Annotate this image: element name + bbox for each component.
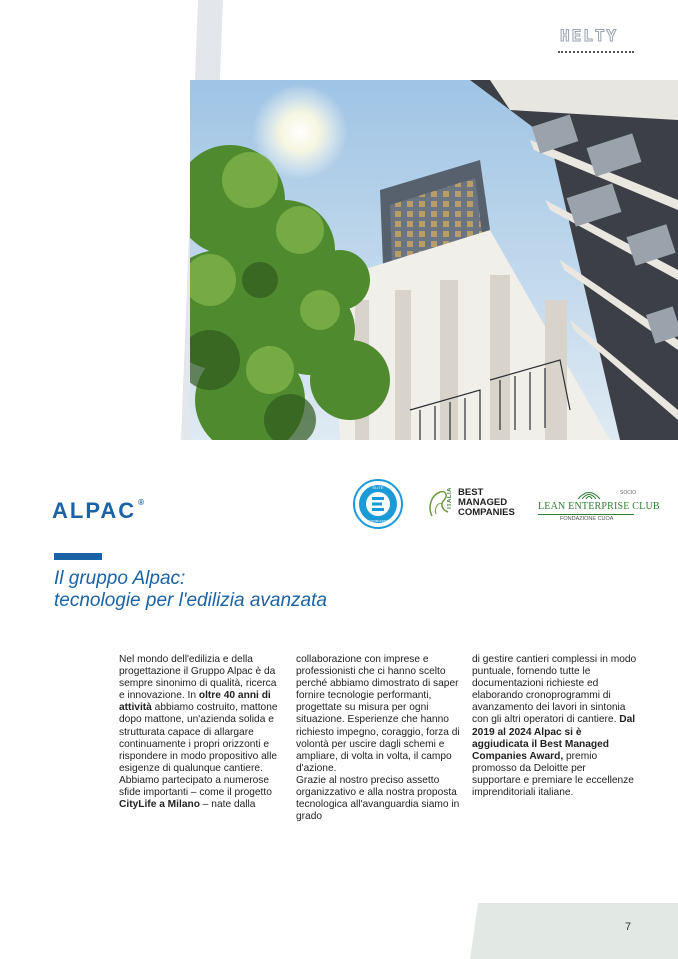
bmc-line2: MANAGED	[458, 497, 508, 508]
body-column-2: collaborazione con imprese e professionisti che ci hanno scelto perché abbiamo dimostrato di saper fornire tecnologie performanti, progettate su misura per ogni situazione. Esperienze che hanno richiesto impegno, coraggio, forza di volontà per uscire dagli schemi e ampliare, di volta in volta, il campo d'azione. Grazie al nostro preciso assetto organizzativo e alla nostra proposta tecnologica all'avanguardia siamo in grado	[296, 654, 460, 823]
lean-enterprise-arcs-icon	[576, 486, 602, 500]
page-number: 7	[625, 921, 632, 933]
body-column-3: di gestire cantieri complessi in modo puntuale, fornendo tutte le documentazioni richieste ed elaborando cronoprogrammi di avanzamento dei lavori in sintonia con gli altri operatori di cantiere. Dal 2019 al 2024 Alpac si è aggiudicata il Best Managed Companies Award, premio promosso da Deloitte per supportare e premiare le eccellenze imprenditoriali italiane.	[472, 654, 637, 799]
bmc-line1: BEST	[458, 487, 484, 498]
lec-fondazione: FONDAZIONE CUOA	[560, 516, 614, 522]
elite-label: ELITE	[372, 485, 384, 490]
title-accent-bar	[54, 553, 102, 560]
title-line-2: tecnologie per l'edilizia avanzata	[54, 590, 327, 611]
lec-divider	[538, 514, 634, 515]
elite-badge-icon	[352, 478, 404, 530]
alpac-logo: ALPAC ®	[52, 498, 147, 523]
elite-sub-label: COMMUNITY	[368, 519, 388, 523]
helty-logo: HELTY	[560, 26, 619, 45]
lec-name: LEAN ENTERPRISE CLUB	[538, 501, 660, 512]
bmc-italia-label: ITALIA	[447, 487, 453, 509]
body-column-1: Nel mondo dell'edilizia e della progettazione il Gruppo Alpac è da sempre sinonimo di qualità, ricerca e innovazione. In oltre 40 anni di attività abbiamo costruito, mattone dopo mattone, un'azienda solida e strutturata capace di allargare continuamente i propri orizzonti e rispondere in modo propositivo alle esigenze di qualunque cantiere. Abbiamo partecipato a numerose sfide importanti – come il progetto CityLife a Milano – nate dalla	[119, 654, 278, 811]
lec-socio-label: SOCIO	[620, 490, 637, 496]
helty-underline	[558, 51, 634, 53]
title-line-1: Il gruppo Alpac:	[54, 568, 186, 589]
bmc-line3: COMPANIES	[458, 507, 515, 518]
building-photo	[190, 80, 678, 440]
bmc-text	[458, 488, 515, 518]
article-title	[54, 568, 327, 612]
